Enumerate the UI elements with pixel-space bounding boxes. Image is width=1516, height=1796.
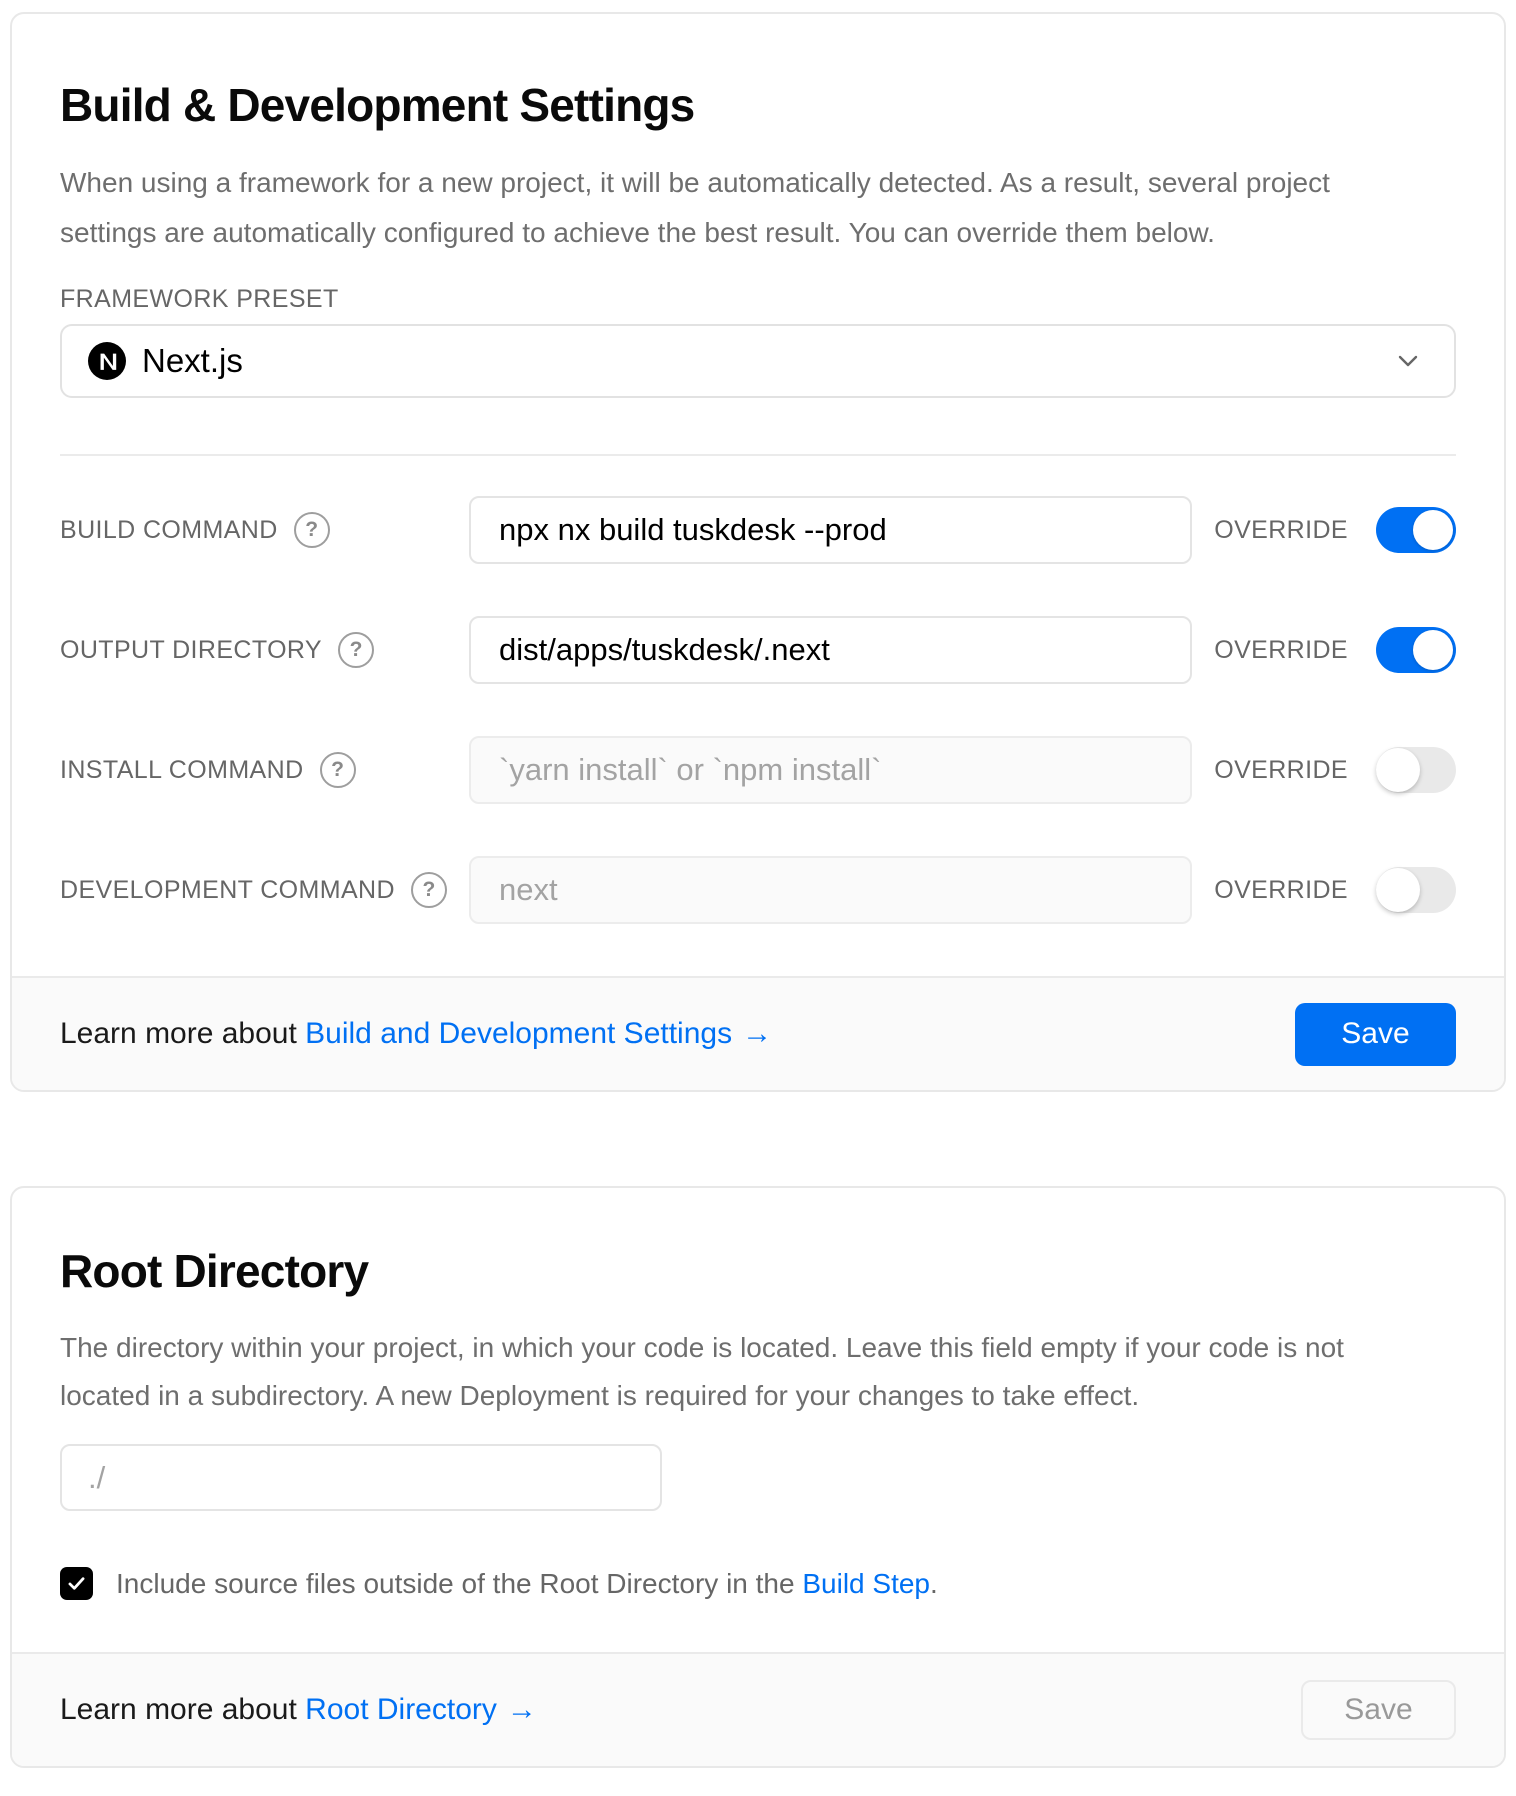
- checkbox-label-suffix: .: [930, 1567, 938, 1599]
- override-label: OVERRIDE: [1214, 875, 1348, 904]
- include-source-files-label: [116, 1568, 938, 1600]
- build-settings-description: [60, 158, 1456, 258]
- development-command-row: [60, 856, 1456, 924]
- root-directory-card: [10, 1186, 1506, 1768]
- install-command-label: INSTALL COMMAND: [60, 755, 304, 784]
- description-line: settings are automatically configured to achieve the best result. You can override them below.: [60, 217, 1215, 248]
- development-command-input[interactable]: [469, 856, 1192, 924]
- root-directory-learn-more-link[interactable]: [305, 1693, 537, 1726]
- root-directory-learn-more: [60, 1693, 537, 1727]
- build-settings-save-button[interactable]: Save: [1295, 1003, 1456, 1066]
- build-step-link[interactable]: Build Step: [802, 1567, 930, 1599]
- include-source-files-checkbox[interactable]: [60, 1567, 93, 1600]
- description-line: located in a subdirectory. A new Deployment is required for your changes to take effect.: [60, 1380, 1140, 1411]
- output-directory-input[interactable]: [469, 616, 1192, 684]
- root-directory-footer: [12, 1652, 1504, 1766]
- checkbox-label-text: Include source files outside of the Root Directory in the: [116, 1567, 803, 1599]
- development-command-label-group: [60, 872, 469, 908]
- install-command-label-group: [60, 752, 469, 788]
- root-directory-description: [60, 1324, 1456, 1420]
- toggle-knob: [1413, 510, 1453, 550]
- install-command-row: [60, 736, 1456, 804]
- project-settings-page: [0, 12, 1516, 1768]
- build-settings-card: [10, 12, 1506, 1092]
- root-directory-input[interactable]: [60, 1444, 662, 1511]
- toggle-knob: [1376, 748, 1420, 792]
- root-directory-save-button[interactable]: Save: [1301, 1680, 1456, 1740]
- nextjs-logo-icon: [88, 342, 126, 380]
- arrow-right-icon: →: [506, 1693, 537, 1726]
- build-command-label-group: [60, 512, 469, 548]
- output-directory-override-group: [1214, 627, 1456, 673]
- development-command-help-icon[interactable]: ?: [411, 872, 447, 908]
- description-line: The directory within your project, in which your code is located. Leave this field empty if your code is not: [60, 1332, 1344, 1363]
- build-settings-title: Build & Development Settings: [60, 79, 695, 131]
- override-label: OVERRIDE: [1214, 755, 1348, 784]
- toggle-knob: [1376, 868, 1420, 912]
- override-label: OVERRIDE: [1214, 635, 1348, 664]
- build-settings-learn-more-link[interactable]: [305, 1017, 772, 1050]
- learn-more-prefix: Learn more about: [60, 1693, 306, 1726]
- toggle-knob: [1413, 630, 1453, 670]
- build-command-label: BUILD COMMAND: [60, 515, 278, 544]
- framework-preset-value: Next.js: [142, 342, 243, 379]
- check-icon: [66, 1573, 87, 1594]
- development-command-label: DEVELOPMENT COMMAND: [60, 875, 395, 904]
- build-settings-body: [12, 14, 1504, 924]
- description-line: When using a framework for a new project, it will be automatically detected. As a result, several project: [60, 167, 1330, 198]
- build-settings-learn-more: [60, 1017, 772, 1051]
- chevron-down-icon: [1392, 345, 1424, 377]
- build-command-override-toggle[interactable]: [1376, 507, 1456, 553]
- include-source-files-row: [60, 1567, 1456, 1600]
- learn-more-link-label: Build and Development Settings: [305, 1017, 733, 1050]
- output-directory-help-icon[interactable]: ?: [338, 632, 374, 668]
- output-directory-label-group: [60, 632, 469, 668]
- output-directory-label: OUTPUT DIRECTORY: [60, 635, 322, 664]
- build-command-help-icon[interactable]: ?: [294, 512, 330, 548]
- build-command-row: [60, 496, 1456, 564]
- install-command-help-icon[interactable]: ?: [320, 752, 356, 788]
- root-directory-body: [12, 1188, 1504, 1600]
- install-command-override-toggle[interactable]: [1376, 747, 1456, 793]
- build-settings-footer: [12, 976, 1504, 1090]
- install-command-override-group: [1214, 747, 1456, 793]
- learn-more-link-label: Root Directory: [305, 1693, 497, 1726]
- build-command-override-group: [1214, 507, 1456, 553]
- development-command-override-group: [1214, 867, 1456, 913]
- learn-more-prefix: Learn more about: [60, 1017, 306, 1050]
- command-rows: [60, 496, 1456, 924]
- development-command-override-toggle[interactable]: [1376, 867, 1456, 913]
- output-directory-override-toggle[interactable]: [1376, 627, 1456, 673]
- framework-preset-select[interactable]: [60, 324, 1456, 398]
- build-command-input[interactable]: [469, 496, 1192, 564]
- arrow-right-icon: →: [742, 1017, 773, 1050]
- divider: [60, 454, 1456, 456]
- root-directory-title: Root Directory: [60, 1245, 369, 1297]
- override-label: OVERRIDE: [1214, 515, 1348, 544]
- install-command-input[interactable]: [469, 736, 1192, 804]
- framework-preset-label: FRAMEWORK PRESET: [60, 285, 339, 313]
- output-directory-row: [60, 616, 1456, 684]
